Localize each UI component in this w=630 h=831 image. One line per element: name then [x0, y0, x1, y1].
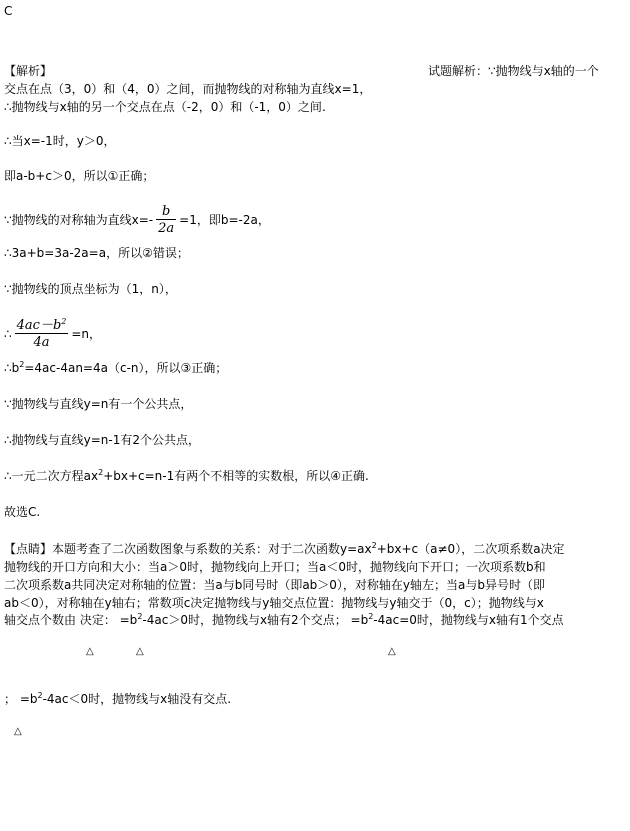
fraction-numerator: b: [161, 204, 171, 219]
point-line: 二次项系数a共同决定对称轴的位置：当a与b同号时（即ab＞0），对称轴在y轴左；当a与b异号时（即: [4, 578, 546, 592]
delta-symbol: △: [388, 646, 396, 657]
delta-symbol: △: [14, 726, 22, 737]
fraction-denominator: 4a: [15, 333, 69, 351]
fraction-numerator: $4ac-b^2$: [16, 317, 67, 333]
point-line: 轴交点个数由 决定： $=b^2-4ac>0$时，抛物线与x轴有2个交点； $=b^2-4ac=0$时，抛物线与x轴有1个交点: [4, 612, 564, 627]
analysis-line: ∵抛物线的顶点坐标为（1，n），: [4, 282, 177, 296]
analysis-lead: 试题解析：∵抛物线与x轴的一个: [428, 64, 599, 78]
delta-symbol: △: [136, 646, 144, 657]
analysis-line: ∴抛物线与x轴的另一个交点在点（-2，0）和（-1，0）之间.: [4, 100, 326, 114]
point-line: 【点睛】本题考查了二次函数图象与系数的关系：对于二次函数$y=ax^2+bx+c(a\ne 0)$，二次项系数a决定: [4, 541, 565, 556]
analysis-line: ∴抛物线与直线y=n-1有2个公共点，: [4, 433, 200, 447]
point-line: 抛物线的开口方向和大小：当a＞0时，抛物线向上开口；当a＜0时，抛物线向下开口；一次项系数b和: [4, 560, 546, 574]
analysis-heading: 【解析】: [4, 64, 53, 78]
answer-letter: C: [4, 4, 13, 18]
fraction-4ac-b2-over-4a: [15, 318, 69, 351]
analysis-line: 即a-b+c＞0，所以①正确；: [4, 169, 155, 183]
conclusion: 故选C.: [4, 505, 41, 519]
analysis-line: ∴3a+b=3a-2a=a，所以②错误；: [4, 246, 189, 260]
vertex-fraction-line: [4, 318, 101, 351]
vertex-text-pre: ∴: [4, 327, 12, 341]
analysis-line: $\therefore b^2=4ac-4an=4a(c-n)$，所以③正确；: [4, 360, 228, 375]
analysis-line: 交点在点（3，0）和（4，0）之间，而抛物线的对称轴为直线x=1，: [4, 82, 372, 96]
fraction-b-over-2a: [156, 204, 176, 237]
axis-text-pre: ∵抛物线的对称轴为直线x=-: [4, 213, 154, 227]
axis-text-post: =1，即b=-2a，: [179, 213, 270, 227]
analysis-line: ∴一元二次方程$ax^2+bx+c=n-1$有两个不相等的实数根，所以④正确.: [4, 468, 369, 483]
delta-symbol: △: [86, 646, 94, 657]
analysis-line: ∵抛物线与直线y=n有一个公共点，: [4, 397, 193, 411]
axis-of-symmetry-line: [4, 204, 270, 237]
vertex-text-post: =n，: [71, 327, 102, 341]
fraction-denominator: 2a: [158, 221, 175, 236]
point-line: ab＜0），对称轴在y轴右；常数项c决定抛物线与y轴交点位置：抛物线与y轴交于（0，c）；抛物线与x: [4, 596, 544, 610]
analysis-line: ∴当x=-1时，y＞0，: [4, 134, 116, 148]
point-line: ； $=b^2-4ac<0$时，抛物线与x轴没有交点.: [4, 691, 232, 706]
